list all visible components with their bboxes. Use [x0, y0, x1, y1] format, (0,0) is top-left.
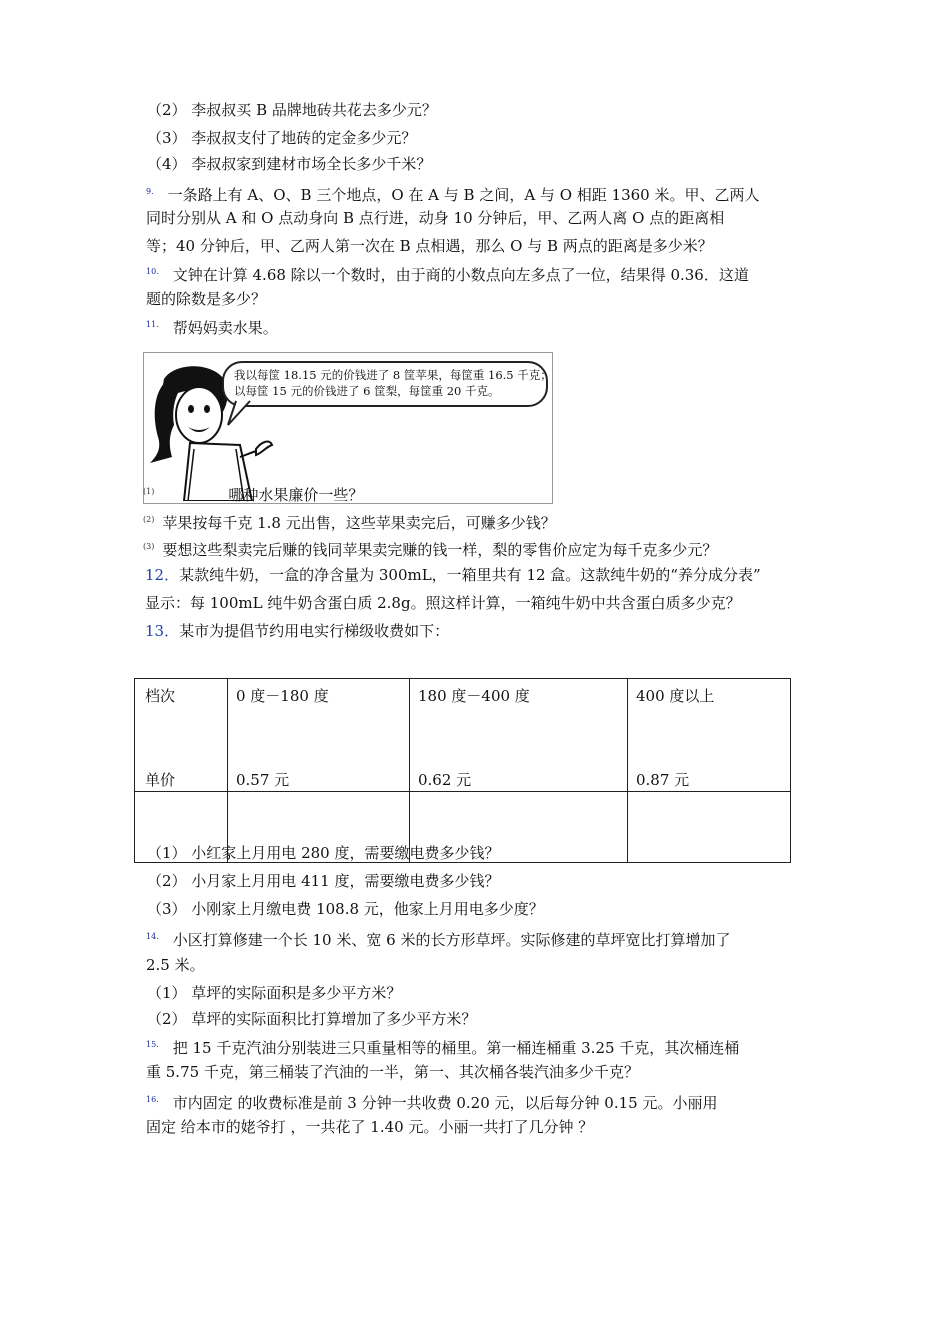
question-line: （3） 小刚家上月缴电费 108.8 元，他家上月用电多少度？: [147, 900, 544, 918]
tier-price: 0.57 元: [236, 771, 290, 789]
question-line: （3） 李叔叔支付了地砖的定金多少元？: [147, 129, 417, 147]
sub-number: (1): [143, 487, 155, 496]
question-15: [146, 1035, 739, 1058]
sub-number: (2): [143, 515, 155, 524]
question-line: （2） 草坪的实际面积比打算增加了多少平方米？: [147, 1010, 477, 1028]
question-text: 文钟在计算 4.68 除以一个数时，由于商的小数点向左多点了一位，结果得 0.36．这道: [172, 266, 749, 284]
cell-label: 单价: [145, 771, 176, 789]
question-text: 一条路上有 A、O、B 三个地点，O 在 A 与 B 之间，A 与 O 相距 1360 米。甲、乙两人: [167, 186, 760, 204]
bubble-line: 我以每筐 18.15 元的价钱进了 8 筐苹果，每筐重 16.5 千克；: [234, 368, 552, 382]
table-cell: [628, 792, 791, 863]
question-number: 16.: [146, 1095, 159, 1104]
tier-price: 0.62 元: [418, 771, 472, 789]
question-number: 11.: [146, 320, 159, 329]
bubble-line: 以每筐 15 元的价钱进了 6 筐梨，每筐重 20 千克。: [234, 384, 500, 398]
question-number: 13．: [145, 622, 180, 640]
question-12: [145, 565, 761, 585]
question-number: 14.: [146, 932, 159, 941]
question-number: 15.: [146, 1040, 159, 1049]
question-line: 题的除数是多少？: [146, 290, 267, 308]
bubble-tail-icon: [226, 399, 266, 429]
question-number: 9.: [146, 187, 154, 196]
question-10: [146, 262, 749, 285]
question-text: 某款纯牛奶，一盒的净含量为 300mL，一箱里共有 12 盒。这款纯牛奶的“养分成分表”: [179, 566, 761, 584]
question-14: [146, 927, 730, 950]
question-9: [146, 182, 759, 205]
tier-price: 0.87 元: [636, 771, 690, 789]
cell-label: 档次: [145, 687, 176, 705]
table-row: [135, 679, 791, 792]
question-line: （1） 小红家上月用电 280 度，需要缴电费多少钱？: [147, 844, 500, 862]
question-number: 10.: [146, 267, 159, 276]
electricity-fee-table: [134, 678, 791, 863]
question-text: 某市为提倡节约用电实行梯级收费如下：: [179, 622, 450, 640]
sub-text: 要想这些梨卖完后赚的钱同苹果卖完赚的钱一样，梨的零售价应定为每千克多少元？: [162, 541, 718, 559]
question-13: [145, 621, 449, 641]
question-line: （4） 李叔叔家到建材市场全长多少千米？: [147, 155, 432, 173]
question-16: [146, 1090, 717, 1113]
sub-number: (3): [143, 542, 155, 551]
table-cell: [228, 679, 410, 792]
sub-question-2: [143, 510, 556, 533]
tier-range: 400 度以上: [636, 687, 715, 705]
question-line: 重 5.75 千克，第三桶装了汽油的一半，第一、其次桶各装汽油多少千克？: [146, 1063, 639, 1081]
tier-range: 180 度－400 度: [418, 687, 530, 705]
table-cell: [135, 679, 228, 792]
question-text: 帮妈妈卖水果。: [172, 319, 278, 337]
sub-text: 苹果按每千克 1.8 元出售，这些苹果卖完后，可赚多少钱？: [162, 514, 556, 532]
question-line: （2） 李叔叔买 B 品牌地砖共花去多少元？: [147, 101, 437, 119]
question-text: 市内固定 的收费标准是前 3 分钟一共收费 0.20 元，以后每分钟 0.15 元。小丽用: [172, 1094, 718, 1112]
table-cell: [410, 679, 628, 792]
question-11: [146, 315, 278, 338]
tier-range: 0 度－180 度: [236, 687, 329, 705]
table-cell: [628, 679, 791, 792]
speech-bubble: [222, 361, 552, 407]
sub-question-3: [143, 537, 717, 560]
question-line: 同时分别从 A 和 O 点动身向 B 点行进，动身 10 分钟后，甲、乙两人离 O 点的距离相: [146, 209, 725, 227]
question-number: 12．: [145, 566, 180, 584]
question-line: 固定 给本市的姥爷打 ，一共花了 1.40 元。小丽一共打了几分钟 ？: [146, 1118, 594, 1136]
sub-question-1: [143, 482, 363, 505]
question-line: 2.5 米。: [146, 956, 205, 974]
question-line: 等；40 分钟后，甲、乙两人第一次在 B 点相遇，那么 O 与 B 两点的距离是多少米？: [146, 237, 713, 255]
question-line: （2） 小月家上月用电 411 度，需要缴电费多少钱？: [147, 872, 500, 890]
question-line: 显示：每 100mL 纯牛奶含蛋白质 2.8g。照这样计算，一箱纯牛奶中共含蛋白质多少克？: [145, 594, 741, 612]
question-text: 把 15 千克汽油分别装进三只重量相等的桶里。第一桶连桶重 3.25 千克，其次桶连桶: [172, 1039, 740, 1057]
question-line: （1） 草坪的实际面积是多少平方米？: [147, 984, 402, 1002]
question-text: 小区打算修建一个长 10 米、宽 6 米的长方形草坪。实际修建的草坪宽比打算增加了: [172, 931, 731, 949]
sub-text: 哪种水果廉价一些？: [228, 486, 364, 504]
